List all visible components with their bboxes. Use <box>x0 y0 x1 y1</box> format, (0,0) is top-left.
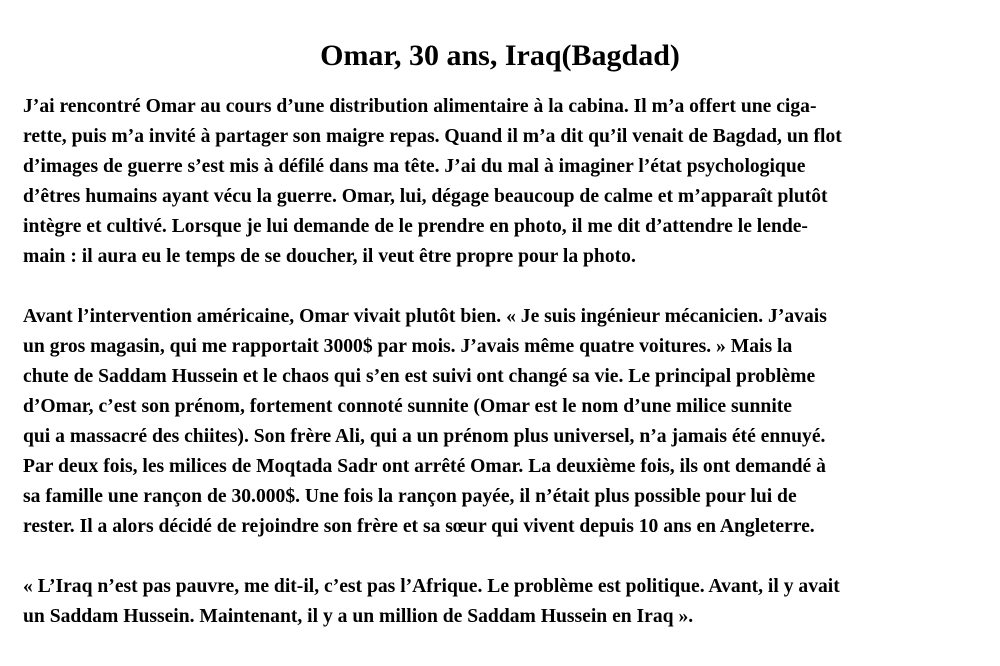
text-line: chute de Saddam Hussein et le chaos qui s’en est suivi ont changé sa vie. Le principal problème <box>23 366 816 387</box>
text-line: intègre et cultivé. Lorsque je lui demande de le prendre en photo, il me dit d’attendre le lende- <box>23 216 808 237</box>
text-line: qui a massacré des chiites). Son frère Ali, qui a un prénom plus universel, n’a jamais été ennuyé. <box>23 426 826 447</box>
text-line: « L’Iraq n’est pas pauvre, me dit-il, c’est pas l’Afrique. Le problème est politique. Avant, il y avait <box>23 576 840 597</box>
text-line: J’ai rencontré Omar au cours d’une distribution alimentaire à la cabina. Il m’a offert une ciga- <box>23 96 817 117</box>
text-line: rester. Il a alors décidé de rejoindre son frère et sa sœur qui vivent depuis 10 ans en Angleterre. <box>23 516 815 537</box>
page-title: Omar, 30 ans, Iraq(Bagdad) <box>320 39 680 72</box>
text-line: main : il aura eu le temps de se doucher, il veut être propre pour la photo. <box>23 246 636 267</box>
text-line: d’Omar, c’est son prénom, fortement connoté sunnite (Omar est le nom d’une milice sunnite <box>23 396 792 417</box>
text-line: sa famille une rançon de 30.000$. Une fois la rançon payée, il n’était plus possible pour lui de <box>23 486 797 507</box>
text-line: rette, puis m’a invité à partager son maigre repas. Quand il m’a dit qu’il venait de Bagdad, un flot <box>23 126 842 147</box>
text-line: d’images de guerre s’est mis à défilé dans ma tête. J’ai du mal à imaginer l’état psychologique <box>23 156 806 177</box>
text-line: d’êtres humains ayant vécu la guerre. Omar, lui, dégage beaucoup de calme et m’apparaît plutôt <box>23 186 828 207</box>
text-line: un Saddam Hussein. Maintenant, il y a un million de Saddam Hussein en Iraq ». <box>23 606 694 627</box>
text-line: Par deux fois, les milices de Moqtada Sadr ont arrêté Omar. La deuxième fois, ils ont demandé à <box>23 456 826 477</box>
text-line: un gros magasin, qui me rapportait 3000$ par mois. J’avais même quatre voitures. » Mais la <box>23 336 793 357</box>
text-line: Avant l’intervention américaine, Omar vivait plutôt bien. « Je suis ingénieur mécanicien. J’avais <box>23 306 827 327</box>
